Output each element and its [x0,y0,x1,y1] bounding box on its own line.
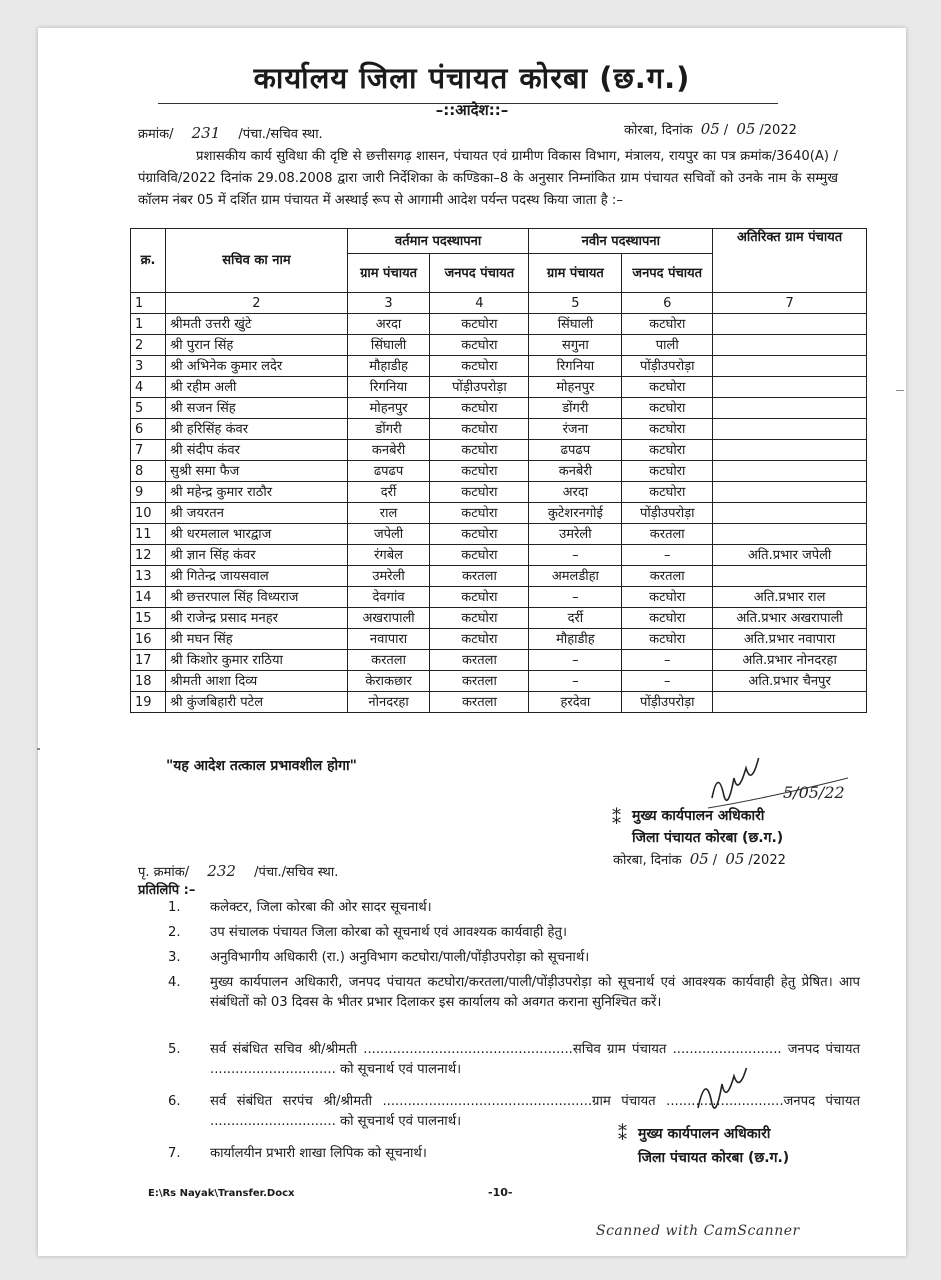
signature-date: 5/05/22 [783,783,845,802]
table-row [131,587,867,608]
secretary-name-cell: श्री जयरतन [166,503,348,524]
table-row [131,440,867,461]
current-janpad-cell: कटघोरा [430,482,529,503]
serial-cell: 18 [131,671,166,692]
additional-panchayat-cell [713,503,867,524]
signature2-office: जिला पंचायत कोरबा (छ.ग.) [638,1150,790,1166]
additional-panchayat-cell [713,461,867,482]
secretary-name-cell: श्री छत्तरपाल सिंह विध्यराज [166,587,348,608]
new-gram-panchayat-cell: कनबेरी [529,461,622,482]
new-janpad-cell: पाली [622,335,713,356]
serial-cell: 8 [131,461,166,482]
order-date-day: 05 [700,120,720,138]
additional-panchayat-cell: अति.प्रभार नवापारा [713,629,867,650]
signature-initial-mark: ⁑ [612,808,621,829]
table-row [131,629,867,650]
column-number: 2 [166,293,348,314]
serial-cell: 3 [131,356,166,377]
serial-cell: 17 [131,650,166,671]
new-gram-panchayat-cell: – [529,671,622,692]
secretary-name-cell: श्री किशोर कुमार राठिया [166,650,348,671]
scan-edge-mark [896,390,904,391]
header-serial: क्र. [131,229,166,293]
current-janpad-cell: कटघोरा [430,503,529,524]
current-janpad-cell: करतला [430,692,529,713]
current-gram-panchayat-cell: मोहनपुर [347,398,430,419]
current-gram-panchayat-cell: देवगांव [347,587,430,608]
current-janpad-cell: कटघोरा [430,335,529,356]
new-gram-panchayat-cell: मौहाडीह [529,629,622,650]
current-janpad-cell: कटघोरा [430,398,529,419]
new-gram-panchayat-cell: मोहनपुर [529,377,622,398]
copy-number-suffix: /पंचा./सचिव स्था. [254,865,339,880]
copy-item-number: 7. [168,1146,181,1161]
table-row [131,314,867,335]
copy-item-number: 5. [168,1042,181,1057]
serial-cell: 4 [131,377,166,398]
current-gram-panchayat-cell: जपेली [347,524,430,545]
secretary-name-cell: श्री कुंजबिहारी पटेल [166,692,348,713]
header-new-gram-panchayat: ग्राम पंचायत [529,254,622,293]
copy-date-label: कोरबा, दिनांक [613,853,682,868]
current-gram-panchayat-cell: रिगनिया [347,377,430,398]
current-gram-panchayat-cell: नवापारा [347,629,430,650]
current-gram-panchayat-cell: अखरापाली [347,608,430,629]
copy-item-number: 2. [168,925,181,940]
new-janpad-cell: कटघोरा [622,608,713,629]
current-gram-panchayat-cell: अरदा [347,314,430,335]
column-number: 5 [529,293,622,314]
secretary-name-cell: श्री हरिसिंह कंवर [166,419,348,440]
table-row [131,671,867,692]
serial-cell: 10 [131,503,166,524]
current-janpad-cell: कटघोरा [430,524,529,545]
new-gram-panchayat-cell: डोंगरी [529,398,622,419]
secretary-name-cell: श्री राजेन्द्र प्रसाद मनहर [166,608,348,629]
new-gram-panchayat-cell: रंजना [529,419,622,440]
secretary-name-cell: श्री संदीप कंवर [166,440,348,461]
header-current-posting: वर्तमान पदस्थापना [347,229,529,254]
current-janpad-cell: कटघोरा [430,461,529,482]
new-gram-panchayat-cell: – [529,545,622,566]
table-row [131,335,867,356]
copy-number: 232 [207,862,236,880]
copy-number-label: पृ. क्रमांक/ [138,865,190,880]
header-additional-panchayat: अतिरिक्त ग्राम पंचायत [713,229,867,293]
copy-item-number: 4. [168,975,181,990]
copy-item-text: कार्यालयीन प्रभारी शाखा लिपिक को सूचनार्थ। [210,1146,427,1161]
additional-panchayat-cell [713,356,867,377]
column-number: 4 [430,293,529,314]
secretary-name-cell: श्री गितेन्द्र जायसवाल [166,566,348,587]
new-janpad-cell: कटघोरा [622,587,713,608]
secretary-name-cell: श्री रहीम अली [166,377,348,398]
secretary-name-cell: श्री मघन सिंह [166,629,348,650]
new-janpad-cell: – [622,650,713,671]
order-number-label: क्रमांक/ [138,127,174,142]
new-gram-panchayat-cell: ढपढप [529,440,622,461]
current-gram-panchayat-cell: ढपढप [347,461,430,482]
new-janpad-cell: करतला [622,524,713,545]
current-gram-panchayat-cell: कनबेरी [347,440,430,461]
new-janpad-cell: कटघोरा [622,419,713,440]
table-row [131,650,867,671]
additional-panchayat-cell [713,482,867,503]
additional-panchayat-cell [713,524,867,545]
copy-date-line: कोरबा, दिनांक 05 / 05 /2022 [613,850,786,868]
order-date-line: कोरबा, दिनांक 05 / 05 /2022 [624,120,797,138]
order-date-month: 05 [736,120,756,138]
new-gram-panchayat-cell: सगुना [529,335,622,356]
header-current-janpad-panchayat: जनपद पंचायत [430,254,529,293]
new-gram-panchayat-cell: दर्री [529,608,622,629]
current-gram-panchayat-cell: राल [347,503,430,524]
column-number: 6 [622,293,713,314]
new-janpad-cell: कटघोरा [622,482,713,503]
current-gram-panchayat-cell: सिंघाली [347,335,430,356]
current-janpad-cell: कटघोरा [430,545,529,566]
office-title: कार्यालय जिला पंचायत कोरबा (छ.ग.) [253,61,691,95]
copy-date-month: 05 [725,850,745,868]
copy-to-heading: प्रतिलिपि :– [138,883,196,898]
column-number: 1 [131,293,166,314]
copy-date-day: 05 [689,850,709,868]
table-row [131,419,867,440]
page-number: -10- [488,1186,513,1199]
serial-cell: 15 [131,608,166,629]
secretary-name-cell: श्रीमती उत्तरी खुंटे [166,314,348,335]
copy-item-text: कलेक्टर, जिला कोरबा की ओर सादर सूचनार्थ। [210,900,432,915]
additional-panchayat-cell [713,314,867,335]
secretary-name-cell: सुश्री समा फैज [166,461,348,482]
table-row [131,377,867,398]
new-gram-panchayat-cell: उमरेली [529,524,622,545]
signature1-office: जिला पंचायत कोरबा (छ.ग.) [632,830,784,846]
signature2-scribble [688,1068,808,1128]
serial-cell: 13 [131,566,166,587]
current-gram-panchayat-cell: मौहाडीह [347,356,430,377]
new-janpad-cell: कटघोरा [622,440,713,461]
signature2-initial-mark: ⁑ [618,1124,627,1145]
new-janpad-cell: कटघोरा [622,398,713,419]
current-gram-panchayat-cell: उमरेली [347,566,430,587]
table-row [131,524,867,545]
table-row [131,503,867,524]
current-janpad-cell: करतला [430,650,529,671]
secretary-name-cell: श्री सजन सिंह [166,398,348,419]
signature1-designation: मुख्य कार्यपालन अधिकारी [632,808,765,824]
current-gram-panchayat-cell: केराकछार [347,671,430,692]
current-gram-panchayat-cell: करतला [347,650,430,671]
current-janpad-cell: करतला [430,566,529,587]
header-new-posting: नवीन पदस्थापना [529,229,713,254]
table-row [131,608,867,629]
order-number-suffix: /पंचा./सचिव स्था. [238,127,323,142]
order-date-label: कोरबा, दिनांक [624,123,693,138]
additional-panchayat-cell [713,566,867,587]
new-gram-panchayat-cell: कुटेशरनगोई [529,503,622,524]
table-row [131,566,867,587]
copy-number-line [138,862,338,880]
new-janpad-cell: करतला [622,566,713,587]
new-gram-panchayat-cell: हरदेवा [529,692,622,713]
additional-panchayat-cell: अति.प्रभार जपेली [713,545,867,566]
table-row [131,398,867,419]
serial-cell: 2 [131,335,166,356]
current-gram-panchayat-cell: रंगबेल [347,545,430,566]
copy-item-text: सर्व संबंधित सचिव श्री/श्रीमती ..................................................सचिव ग्राम पंचायत .......................... जनपद पंचायत .............................. को सूचनार्थ एवं पालनार्थ। [210,1042,860,1077]
new-gram-panchayat-cell: अरदा [529,482,622,503]
new-janpad-cell: कटघोरा [622,377,713,398]
serial-cell: 6 [131,419,166,440]
secretary-name-cell: श्रीमती आशा दिव्य [166,671,348,692]
copy-item-text: अनुविभागीय अधिकारी (रा.) अनुविभाग कटघोरा/पाली/पोंड़ीउपरोड़ा को सूचनार्थ। [210,950,590,965]
transfer-table [130,228,867,713]
secretary-name-cell: श्री पुरान सिंह [166,335,348,356]
additional-panchayat-cell [713,335,867,356]
new-janpad-cell: कटघोरा [622,461,713,482]
current-janpad-cell: कटघोरा [430,608,529,629]
copy-item-text: सर्व संबंधित सरपंच श्री/श्रीमती ..................................................ग्राम पंचायत ............................जनपद पंचायत .............................. को सूचनार्थ एवं पालनार्थ। [210,1094,860,1129]
document-page [38,28,906,1256]
column-number-row [131,293,867,314]
effective-note: "यह आदेश तत्काल प्रभावशील होगा" [166,758,357,774]
new-janpad-cell: पोंड़ीउपरोड़ा [622,356,713,377]
serial-cell: 1 [131,314,166,335]
current-janpad-cell: कटघोरा [430,440,529,461]
order-date-year: /2022 [759,123,797,138]
current-janpad-cell: कटघोरा [430,587,529,608]
additional-panchayat-cell [713,398,867,419]
current-janpad-cell: कटघोरा [430,314,529,335]
additional-panchayat-cell [713,377,867,398]
copy-item-text: उप संचालक पंचायत जिला कोरबा को सूचनार्थ एवं आवश्यक कार्यवाही हेतु। [210,925,567,940]
order-number: 231 [191,124,221,142]
signature2-designation: मुख्य कार्यपालन अधिकारी [638,1126,771,1142]
table-row [131,356,867,377]
copy-item-text: मुख्य कार्यपालन अधिकारी, जनपद पंचायत कटघोरा/करतला/पाली/पोंड़ीउपरोड़ा को सूचनार्थ एवं आवश्यक कार्यवाही हेतु प्रेषित। आप संबंधितों को 03 दिवस के भीतर प्रभार दिलाकर इस कार्यालय को अवगत कराना सुनिश्चित करें। [210,975,860,1010]
new-janpad-cell: – [622,545,713,566]
order-number-line [138,124,323,142]
header-secretary-name: सचिव का नाम [166,229,348,293]
new-gram-panchayat-cell: – [529,587,622,608]
current-janpad-cell: करतला [430,671,529,692]
new-gram-panchayat-cell: अमलडीहा [529,566,622,587]
current-gram-panchayat-cell: नोनदरहा [347,692,430,713]
transfer-table-body [131,293,867,713]
file-path: E:\Rs Nayak\Transfer.Docx [148,1188,295,1199]
copy-item-number: 1. [168,900,181,915]
serial-cell: 5 [131,398,166,419]
serial-cell: 19 [131,692,166,713]
current-gram-panchayat-cell: दर्री [347,482,430,503]
serial-cell: 12 [131,545,166,566]
secretary-name-cell: श्री महेन्द्र कुमार राठौर [166,482,348,503]
current-janpad-cell: कटघोरा [430,356,529,377]
new-janpad-cell: पोंड़ीउपरोड़ा [622,503,713,524]
serial-cell: 16 [131,629,166,650]
column-number: 3 [347,293,430,314]
current-janpad-cell: कटघोरा [430,629,529,650]
secretary-name-cell: श्री ज्ञान सिंह कंवर [166,545,348,566]
new-janpad-cell: पोंड़ीउपरोड़ा [622,692,713,713]
additional-panchayat-cell [713,419,867,440]
new-janpad-cell: – [622,671,713,692]
new-janpad-cell: कटघोरा [622,629,713,650]
additional-panchayat-cell [713,440,867,461]
new-gram-panchayat-cell: सिंघाली [529,314,622,335]
current-janpad-cell: पोंड़ीउपरोड़ा [430,377,529,398]
serial-cell: 7 [131,440,166,461]
table-row [131,692,867,713]
scanner-watermark: Scanned with CamScanner [596,1223,800,1239]
secretary-name-cell: श्री धरमलाल भारद्वाज [166,524,348,545]
new-gram-panchayat-cell: रिगनिया [529,356,622,377]
header-new-janpad-panchayat: जनपद पंचायत [622,254,713,293]
column-number: 7 [713,293,867,314]
table-row [131,482,867,503]
serial-cell: 14 [131,587,166,608]
new-gram-panchayat-cell: – [529,650,622,671]
new-janpad-cell: कटघोरा [622,314,713,335]
table-row [131,545,867,566]
table-row [131,461,867,482]
order-body-text [138,146,838,212]
order-body-content: प्रशासकीय कार्य सुविधा की दृष्टि से छत्तीसगढ़ शासन, पंचायत एवं ग्रामीण विकास विभाग, मंत्रालय, रायपुर का पत्र क्रमांक/3640(A) /पंग्राविवि/2022 दिनांक 29.08.2008 द्वारा जारी निर्देशिका के कण्डिका–8 के अनुसार निम्नांकित ग्राम पंचायत सचिवों को उनके नाम के सम्मुख कॉलम नंबर 05 में दर्शित ग्राम पंचायत में अस्थाई रूप से आगामी आदेश पर्यन्त पदस्थ किया जाता है :– [138,149,838,208]
copy-date-year: /2022 [748,853,786,868]
additional-panchayat-cell: अति.प्रभार नोनदरहा [713,650,867,671]
current-janpad-cell: कटघोरा [430,419,529,440]
serial-cell: 11 [131,524,166,545]
order-heading: –::आदेश::– [435,101,509,119]
additional-panchayat-cell: अति.प्रभार अखरापाली [713,608,867,629]
scan-edge-mark [37,748,40,750]
copy-item-number: 6. [168,1094,181,1109]
secretary-name-cell: श्री अभिनेक कुमार लदेर [166,356,348,377]
copy-item-number: 3. [168,950,181,965]
current-gram-panchayat-cell: डोंगरी [347,419,430,440]
serial-cell: 9 [131,482,166,503]
additional-panchayat-cell [713,692,867,713]
additional-panchayat-cell: अति.प्रभार चैनपुर [713,671,867,692]
header-current-gram-panchayat: ग्राम पंचायत [347,254,430,293]
additional-panchayat-cell: अति.प्रभार राल [713,587,867,608]
